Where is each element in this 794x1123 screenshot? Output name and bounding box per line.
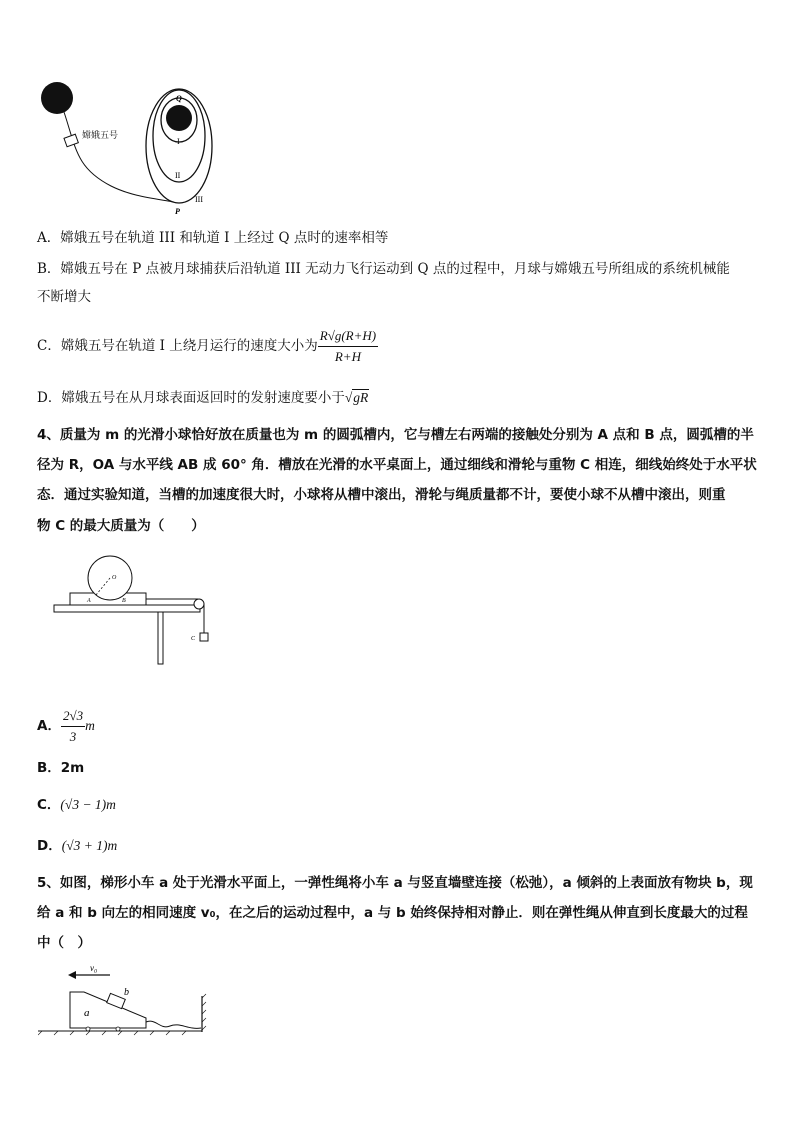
orbit-ii-label: II (175, 171, 181, 180)
spacecraft-icon (64, 134, 78, 147)
weight-c (200, 633, 208, 641)
q5-stem-line2: 给 a 和 b 向左的相同速度 v₀，在之后的运动过程中，a 与 b 始终保持相对静止．则在弹性绳从伸直到长度最大的过程 (37, 905, 748, 921)
velocity-arrowhead (68, 971, 76, 979)
q3-option-d-sqrt: √gR (344, 390, 369, 405)
q4-stem-line1: 4、质量为 m 的光滑小球恰好放在质量也为 m 的圆弧槽内，它与槽左右两端的接触处分别为 A 点和 B 点，圆弧槽的半 (37, 427, 754, 443)
q4-stem-line2: 径为 R，OA 与水平线 AB 成 60° 角．槽放在光滑的水平桌面上，通过细线和滑轮与重物 C 相连，细线始终处于水平状 (37, 457, 757, 473)
label-o: O (112, 575, 117, 581)
wheel-left (86, 1027, 90, 1031)
option-c-letter: C． (37, 797, 61, 813)
q3-option-c-text: C．嫦娥五号在轨道 I 上绕月运行的速度大小为 (37, 338, 318, 354)
fraction-numerator: R√g(R+H) (318, 326, 378, 347)
q3-option-a: A．嫦娥五号在轨道 III 和轨道 I 上经过 Q 点时的速率相等 (37, 230, 389, 246)
option-d-letter: D． (37, 838, 62, 854)
moon-disc (166, 105, 192, 131)
q3-option-d (37, 388, 369, 408)
groove-pulley-diagram (50, 555, 220, 667)
fraction-denominator: R+H (334, 349, 361, 364)
label-c: C (191, 636, 196, 642)
trapezoid-cart-diagram (38, 960, 208, 1040)
q4-option-b: B．2m (37, 760, 85, 776)
sqrt-radicand: gR (353, 390, 369, 405)
orbit-iii-label: III (195, 195, 203, 204)
option-d-expr: (√3 + 1)m (61, 838, 118, 853)
cart-a (70, 992, 146, 1028)
label-a: A (87, 598, 91, 604)
orbit-ii (153, 90, 205, 182)
orbit-diagram (36, 78, 226, 218)
option-c-expr: (√3 − 1)m (60, 797, 116, 812)
q3-option-b-line2: 不断增大 (37, 289, 91, 305)
label-v0: v₀ (90, 963, 98, 973)
q4-stem-line4: 物 C 的最大质量为（ ） (37, 518, 205, 534)
q3-option-c (37, 326, 378, 367)
label-b: b (124, 987, 129, 998)
q3-option-d-text: D．嫦娥五号在从月球表面返回时的发射速度要小于 (37, 390, 345, 406)
pulley (194, 599, 204, 609)
table-leg (158, 612, 163, 664)
point-q-label: Q (176, 94, 182, 103)
q4-stem-line3: 态．通过实验知道，当槽的加速度很大时，小球将从槽中滚出，滑轮与绳质量都不计，要使小球不从槽中滚出，则重 (37, 487, 726, 503)
point-p-label: P (175, 207, 180, 216)
q4-option-d (37, 836, 117, 856)
label-a: a (84, 1007, 90, 1019)
orbit-i-label: I (177, 137, 180, 146)
q5-stem-line1: 5、如图，梯形小车 a 处于光滑水平面上，一弹性绳将小车 a 与竖直墙壁连接（松弛），a 倾斜的上表面放有物块 b，现 (37, 875, 753, 891)
craft-label: 嫦娥五号 (82, 131, 119, 141)
fraction-numerator: 2√3 (61, 706, 85, 727)
q4-option-c (37, 795, 116, 815)
fraction-denominator: 3 (69, 729, 77, 744)
option-a-letter: A． (37, 718, 61, 734)
earth-disc (41, 82, 73, 114)
q5-stem-line3: 中（ ） (37, 935, 91, 951)
q4-option-a (37, 706, 95, 747)
wheel-right (116, 1027, 120, 1031)
table-top (54, 605, 200, 612)
option-a-mass: m (85, 718, 95, 733)
q3-option-c-fraction (318, 326, 378, 367)
label-b: B (122, 598, 126, 604)
q3-option-b-line1: B．嫦娥五号在 P 点被月球捕获后沿轨道 III 无动力飞行运动到 Q 点的过程中，月球与嫦娥五号所组成的系统机械能 (37, 261, 730, 277)
option-a-fraction (61, 706, 85, 747)
elastic-rope (146, 1021, 201, 1028)
